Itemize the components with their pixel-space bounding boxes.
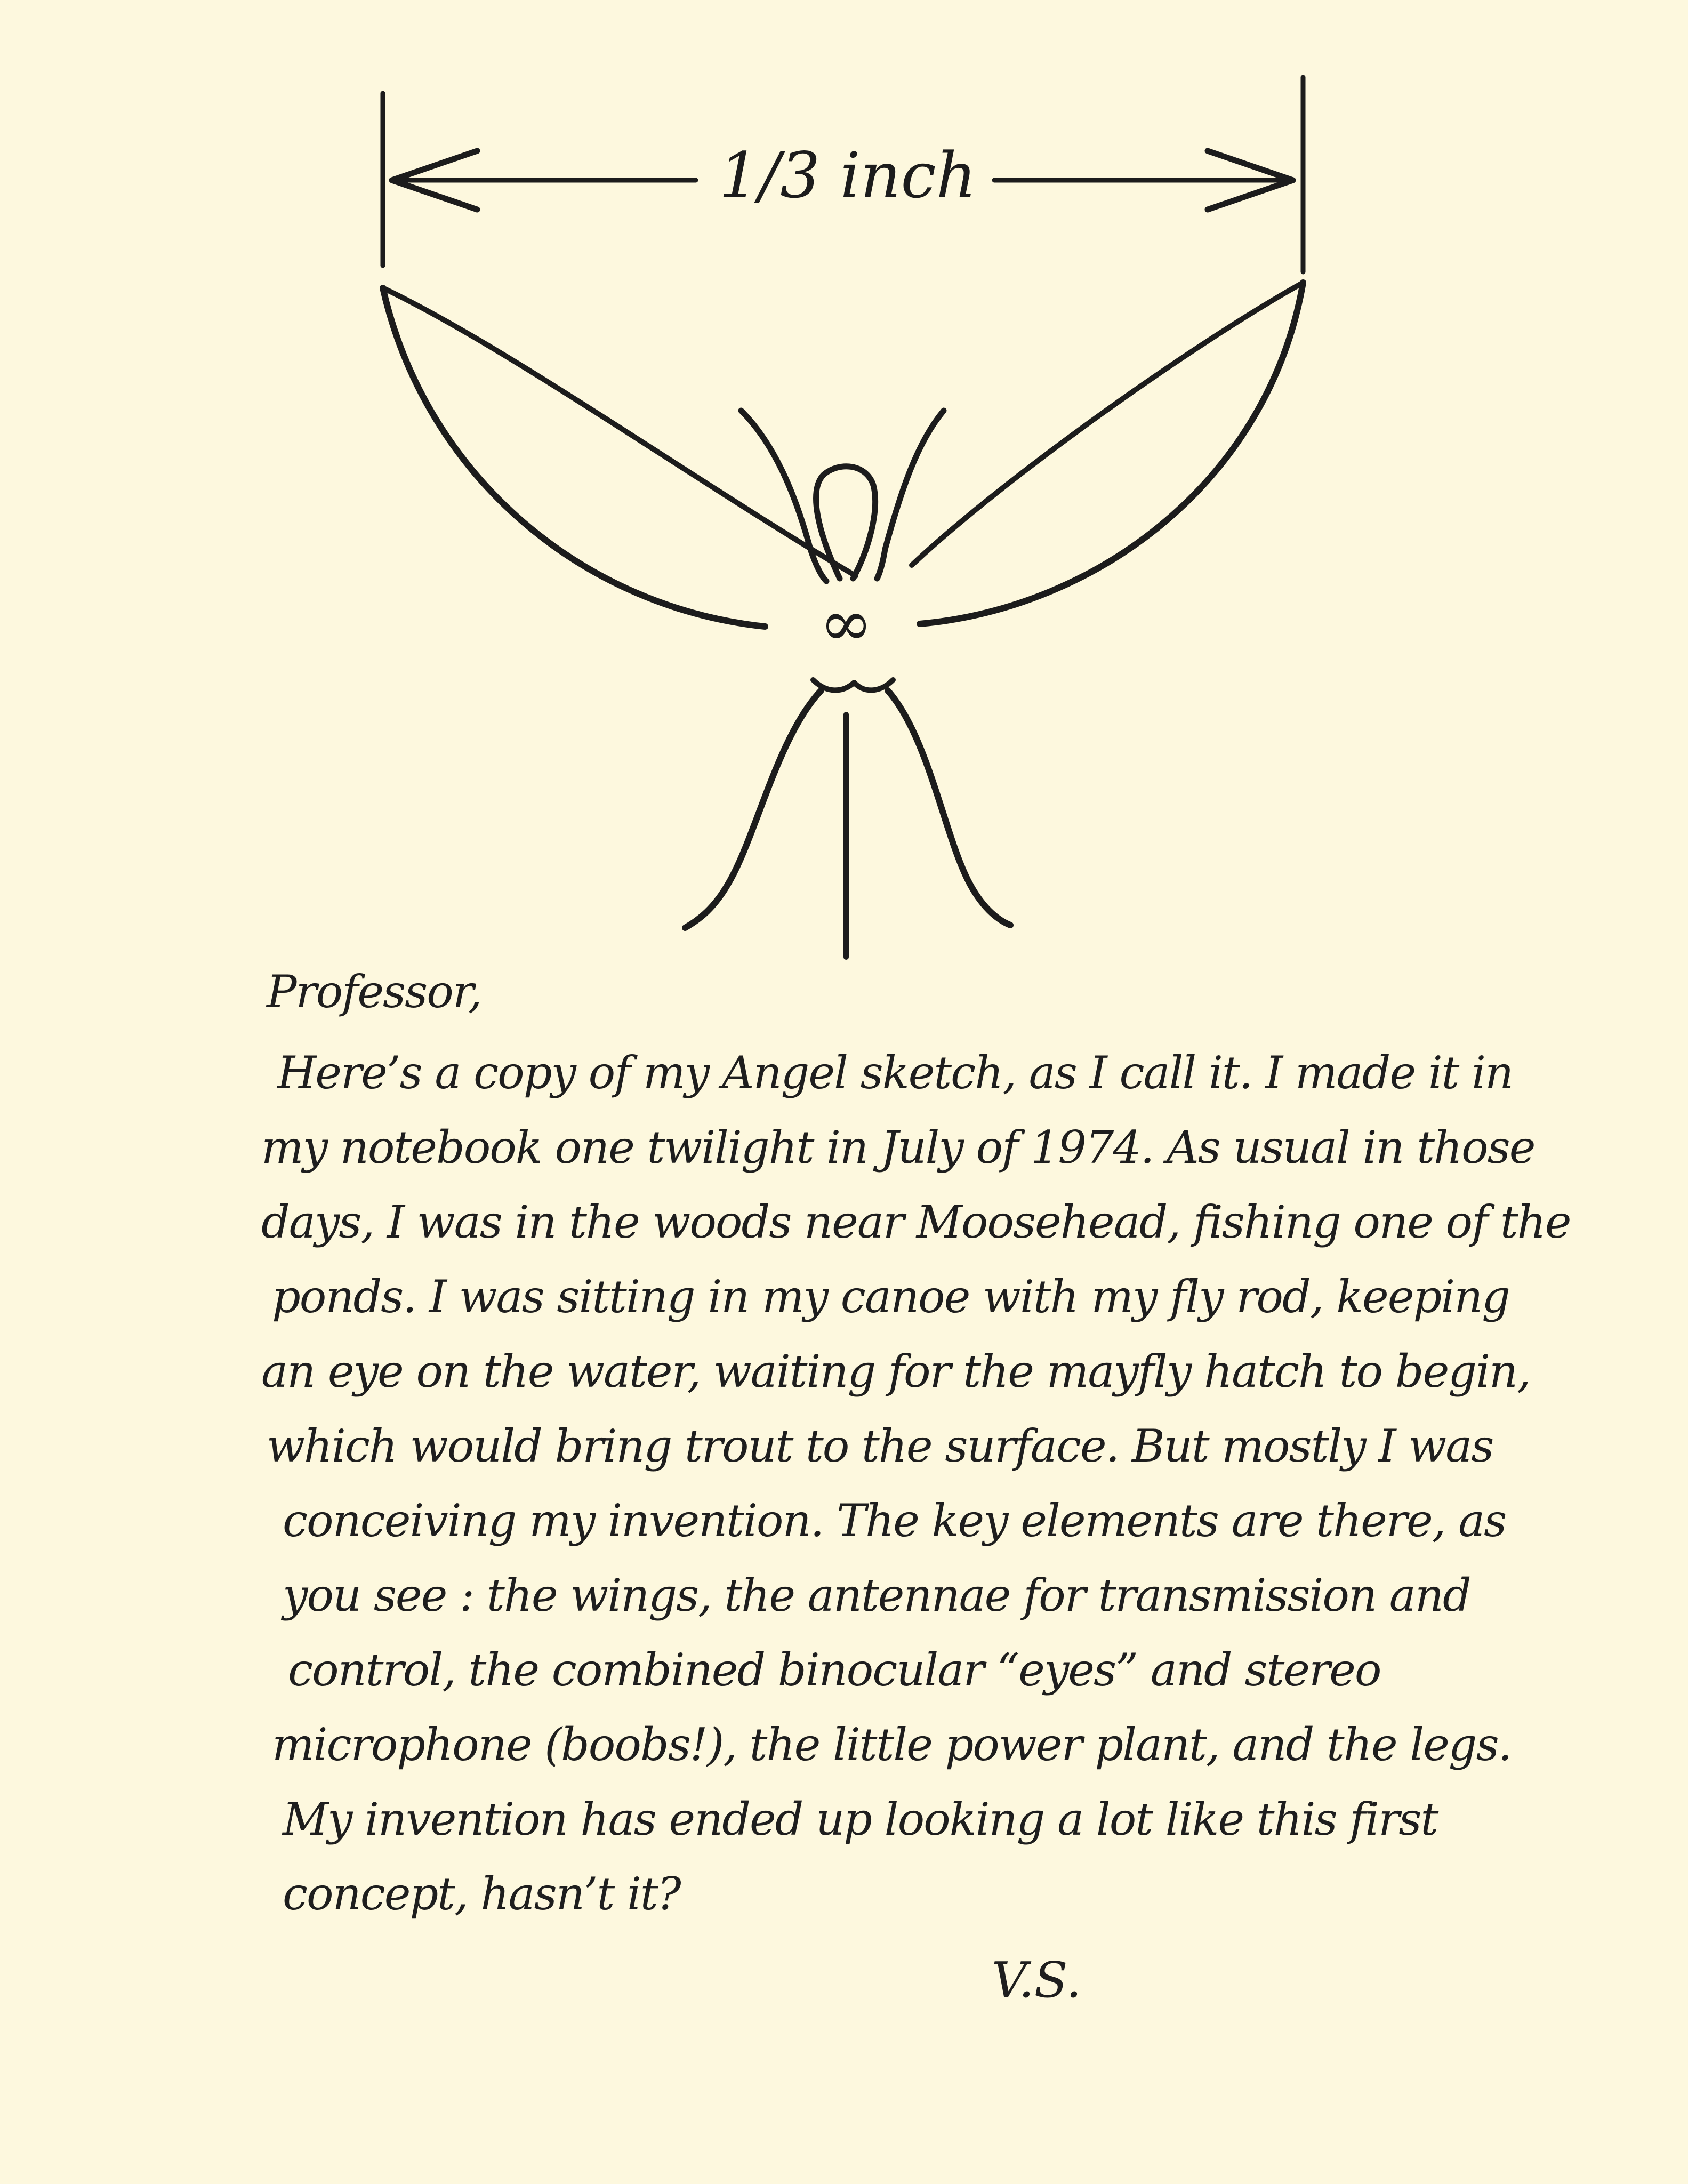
dimension-left-arrow xyxy=(392,151,696,210)
head xyxy=(816,467,875,579)
antennae xyxy=(741,411,944,581)
signature: V.S. xyxy=(992,1952,1082,2009)
letter-line: my notebook one twilight in July of 1974. As usual in those xyxy=(261,1121,1535,1174)
letter-line: control, the combined binocular “eyes” and stereo xyxy=(288,1644,1381,1696)
legs xyxy=(685,690,1010,957)
dimension-label: 1/3 inch xyxy=(719,139,977,212)
letter-line: days, I was in the woods near Moosehead, fishing one of the xyxy=(261,1196,1571,1248)
letter-body xyxy=(251,954,1571,1931)
letter-line: My invention has ended up looking a lot like this first xyxy=(283,1793,1438,1845)
left-wing xyxy=(383,288,856,627)
letter-line: which would bring trout to the surface. But mostly I was xyxy=(267,1420,1493,1472)
dimension-right-arrow xyxy=(994,151,1293,210)
binocular-eyes xyxy=(813,680,893,690)
letter-line: concept, hasn’t it? xyxy=(283,1868,680,1920)
right-wing xyxy=(912,283,1303,624)
letter-line: ponds. I was sitting in my canoe with my fly rod, keeping xyxy=(272,1271,1509,1323)
salutation: Professor, xyxy=(267,966,481,1018)
letter-line: conceiving my invention. The key elements are there, as xyxy=(283,1495,1506,1547)
letter-line: Here’s a copy of my Angel sketch, as I call it. I made it in xyxy=(277,1047,1513,1099)
letter-line: microphone (boobs!), the little power plant, and the legs. xyxy=(272,1719,1512,1771)
angel-sketch xyxy=(0,0,1688,970)
letter-line: you see : the wings, the antennae for transmission and xyxy=(283,1569,1470,1621)
letter-line: an eye on the water, waiting for the mayfly hatch to begin, xyxy=(261,1345,1530,1398)
infinity-power-plant-icon: ∞ xyxy=(819,587,873,661)
